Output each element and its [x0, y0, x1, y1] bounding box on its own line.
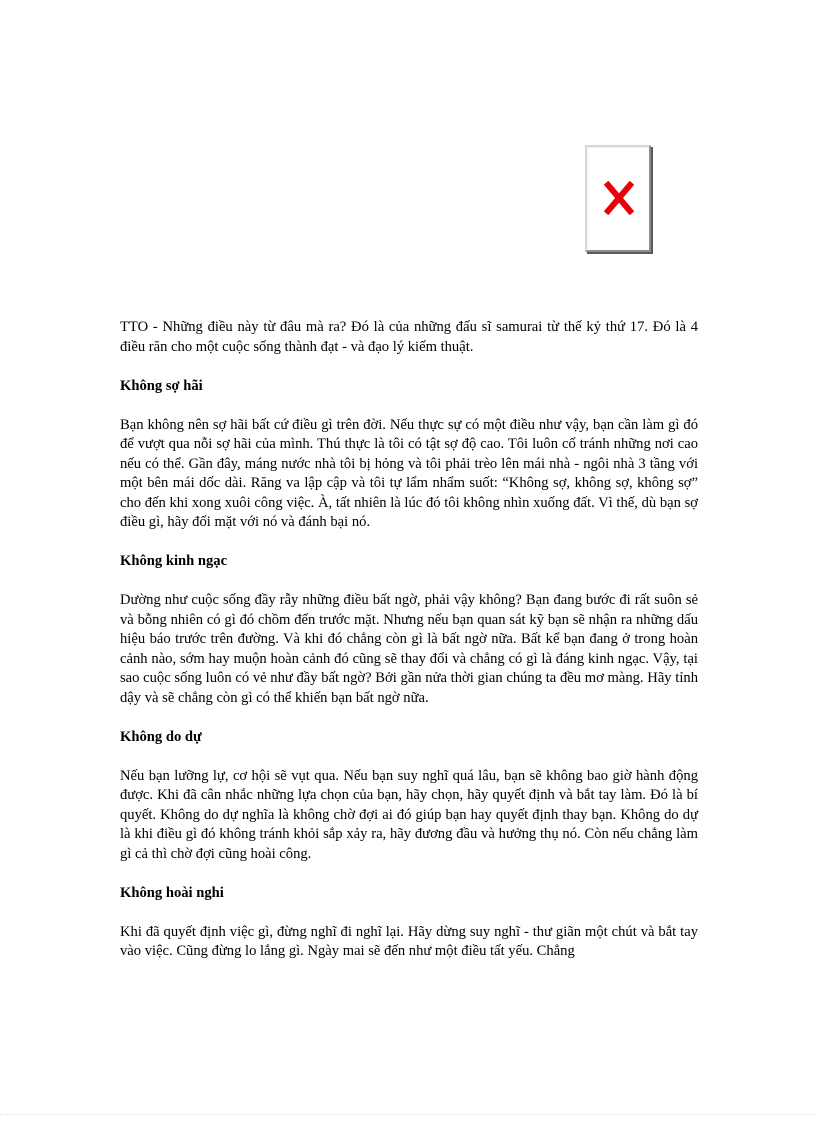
section-body-khong-kinh-ngac: Dường như cuộc sống đầy rẫy những điều bất ngờ, phải vậy không? Bạn đang bước đi rất suôn sẻ và bỗng nhiên có gì đó chồm đến trước mặt. Nhưng nếu bạn quan sát kỹ bạn sẽ nhận ra những dấu hiệu báo trước trên đường. Và khi đó chẳng còn gì là bất ngờ nữa. Bất kể bạn đang ở trong hoàn cảnh nào, sớm hay muộn hoàn cảnh đó cũng sẽ thay đổi và chẳng có gì là đáng kinh ngạc. Vậy, tại sao cuộc sống luôn có vẻ như đầy bất ngờ? Bởi gần nửa thời gian chúng ta đều mơ màng. Hãy tỉnh dậy và sẽ chẳng còn gì có thể khiến bạn bất ngờ nữa. — [120, 592, 698, 706]
broken-image-icon — [604, 181, 634, 215]
section-body-khong-do-du: Nếu bạn lưỡng lự, cơ hội sẽ vụt qua. Nếu bạn suy nghĩ quá lâu, bạn sẽ không bao giờ hành động được. Khi đã cân nhắc những lựa chọn của bạn, hãy chọn, hãy quyết định và bắt tay làm. Đó là bí quyết. Không do dự nghĩa là không chờ đợi ai đó giúp bạn hay quyết định thay bạn. Không do dự là khi điều gì đó không tránh khỏi sắp xảy ra, hãy đương đầu và hưởng thụ nó. Còn nếu chẳng làm gì cả thì chờ đợi cũng hoài công. — [120, 767, 698, 862]
page-bottom-border — [0, 1114, 816, 1115]
section-heading-khong-do-du: Không do dự — [120, 728, 202, 745]
broken-image-placeholder — [585, 145, 651, 252]
section-body-khong-so-hai: Bạn không nên sợ hãi bất cứ điều gì trên đời. Nếu thực sự có một điều như vậy, bạn cần làm gì đó để vượt qua nỗi sợ hãi của mình. Thú thực là tôi có tật sợ độ cao. Tôi luôn cố tránh những nơi cao nếu có thể. Gần đây, máng nước nhà tôi bị hỏng và tôi phải trèo lên mái nhà - ngôi nhà 3 tầng với một bên mái dốc dài. Răng va lập cập và tôi tự lẩm nhẩm suốt: “Không sợ, không sợ, không sợ” cho đến khi xong xuôi công việc. À, tất nhiên là lúc đó tôi không nhìn xuống đất. Vì thế, dù bạn sợ điều gì, hãy đối mặt với nó và đánh bại nó. — [120, 416, 698, 530]
section-heading-khong-so-hai: Không sợ hãi — [120, 377, 203, 394]
article-body — [120, 318, 698, 962]
section-heading-khong-kinh-ngac: Không kinh ngạc — [120, 553, 228, 569]
section-body-khong-hoai-nghi: Khi đã quyết định việc gì, đừng nghĩ đi nghĩ lại. Hãy dừng suy nghĩ - thư giãn một chút và bắt tay vào việc. Cũng đừng lo lắng gì. Ngày mai sẽ đến như một điều tất yếu. Chẳng — [120, 923, 698, 959]
section-heading-khong-hoai-nghi: Không hoài nghi — [120, 884, 224, 901]
intro-paragraph: TTO - Những điều này từ đâu mà ra? Đó là của những đấu sĩ samurai từ thế kỷ thứ 17. Đó là 4 điều răn cho một cuộc sống thành đạt - và đạo lý kiếm thuật. — [120, 319, 698, 355]
